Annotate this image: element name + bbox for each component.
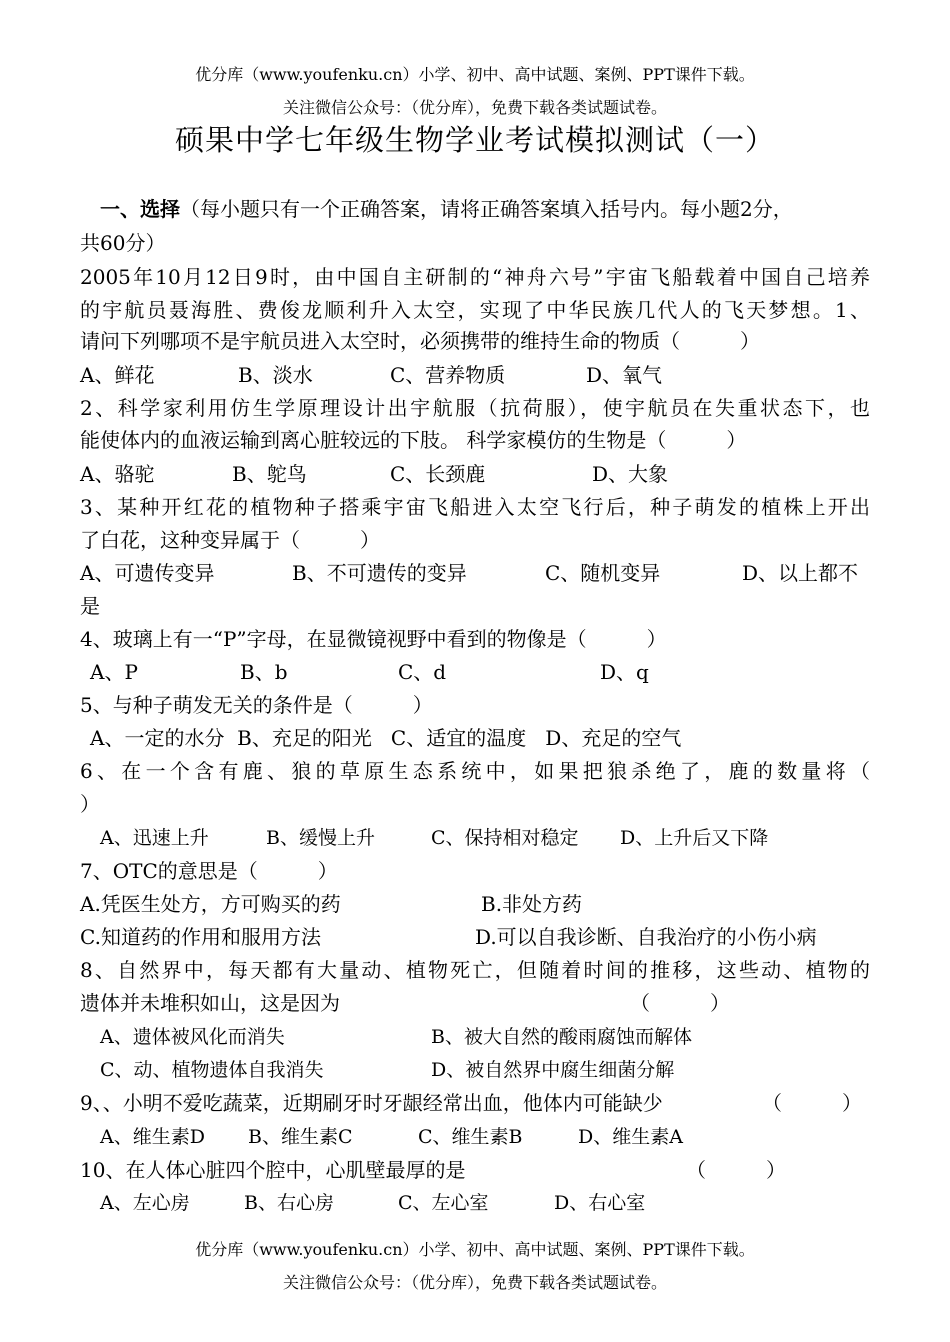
q10-option-c: C、左心室 <box>398 1192 489 1214</box>
q10-option-b: B、右心房 <box>244 1192 334 1214</box>
q5-text: 5、与种子萌发无关的条件是（ ） <box>80 693 433 717</box>
q1-option-a: A、鲜花 <box>80 363 155 387</box>
footer-line-2: 关注微信公众号：（优分库），免费下载各类试题试卷。 <box>282 1273 667 1292</box>
q2-option-d: D、大象 <box>592 462 669 486</box>
q2-option-c: C、长颈鹿 <box>390 462 486 486</box>
header-line-1: 优分库（www.youfenku.cn）小学、初中、高中试题、案例、PPT课件下载。 <box>195 65 755 84</box>
q3-option-d-wrap: 是 <box>80 594 100 618</box>
section-heading-line <box>100 196 793 222</box>
q3-text-1: 3、某种开红花的植物种子搭乘宇宙飞船进入太空飞行后，种子萌发的植株上开出 <box>80 495 870 519</box>
intro-line-2: 的宇航员聂海胜、费俊龙顺利升入太空，实现了中华民族几代人的飞天梦想。1、 <box>80 298 870 322</box>
footer-line-1: 优分库（www.youfenku.cn）小学、初中、高中试题、案例、PPT课件下载。 <box>195 1240 755 1259</box>
q7-text: 7、OTC的意思是（ ） <box>80 859 338 883</box>
q4-option-d: D、q <box>600 660 649 684</box>
q6-text-1: 6、在一个含有鹿、狼的草原生态系统中，如果把狼杀绝了，鹿的数量将（ <box>80 759 870 783</box>
q8-option-a: A、遗体被风化而消失 <box>100 1026 285 1048</box>
q8-text-1: 8、自然界中，每天都有大量动、植物死亡，但随着时间的推移，这些动、植物的 <box>80 958 870 982</box>
q2-text-1: 2、科学家利用仿生学原理设计出宇航服（抗荷服），使宇航员在失重状态下，也 <box>80 396 870 420</box>
q1-option-c: C、营养物质 <box>390 363 506 387</box>
q10-option-a: A、左心房 <box>100 1192 190 1214</box>
q4-text: 4、玻璃上有一“P”字母，在显微镜视野中看到的物像是（ ） <box>80 627 667 651</box>
q4-option-b: B、b <box>240 660 288 684</box>
q10-text: 10、在人体心脏四个腔中，心肌壁最厚的是 <box>80 1158 466 1182</box>
q3-text-2: 了白花，这种变异属于（ ） <box>80 528 380 552</box>
q9-option-b: B、维生素C <box>248 1126 353 1148</box>
q4-option-c: C、d <box>398 660 447 684</box>
header-line-2: 关注微信公众号：（优分库），免费下载各类试题试卷。 <box>282 98 667 117</box>
q8-answer-paren: （ ） <box>630 991 730 1015</box>
intro-line-1: 2005年10月12日9时，由中国自主研制的“神舟六号”宇宙飞船载着中国自己培养 <box>80 265 870 289</box>
q1-text: 请问下列哪项不是宇航员进入太空时，必须携带的维持生命的物质（ ） <box>80 329 760 353</box>
q9-text: 9、、小明不爱吃蔬菜，近期刷牙时牙龈经常出血，他体内可能缺少 <box>80 1091 663 1115</box>
page-title: 硕果中学七年级生物学业考试模拟测试（一） <box>174 123 775 157</box>
q6-text-2: ） <box>80 792 100 816</box>
q6-option-d: D、上升后又下降 <box>620 827 769 849</box>
section-instruction-2: 共60分） <box>80 231 166 255</box>
q9-option-d: D、维生素A <box>578 1126 683 1148</box>
q1-option-d: D、氧气 <box>586 363 663 387</box>
q8-option-d: D、被自然界中腐生细菌分解 <box>431 1059 675 1081</box>
q10-option-d: D、右心室 <box>554 1192 646 1214</box>
q6-option-b: B、缓慢上升 <box>266 827 375 849</box>
q6-option-a: A、迅速上升 <box>100 827 209 849</box>
q9-option-a: A、维生素D <box>100 1126 205 1148</box>
q8-text-2: 遗体并未堆积如山，这是因为 <box>80 991 340 1015</box>
q7-option-b: B.非处方药 <box>481 892 583 916</box>
q3-option-a: A、可遗传变异 <box>80 561 215 585</box>
q3-option-b: B、不可遗传的变异 <box>292 561 467 585</box>
q8-option-c: C、动、植物遗体自我消失 <box>100 1059 324 1081</box>
q2-option-a: A、骆驼 <box>80 462 155 486</box>
q7-option-a: A.凭医生处方，方可购买的药 <box>80 892 341 916</box>
section-instruction: （每小题只有一个正确答案，请将正确答案填入括号内。每小题2分， <box>180 197 793 221</box>
q3-option-c: C、随机变异 <box>545 561 661 585</box>
q2-option-b: B、鸵鸟 <box>232 462 307 486</box>
q5-options: A、一定的水分 B、充足的阳光 C、适宜的温度 D、充足的空气 <box>90 726 682 750</box>
q4-option-a: A、P <box>90 660 138 684</box>
q9-option-c: C、维生素B <box>418 1126 523 1148</box>
q7-option-d: D.可以自我诊断、自我治疗的小伤小病 <box>475 925 817 949</box>
section-heading: 一、选择 <box>100 197 180 221</box>
q3-option-d: D、以上都不 <box>742 561 859 585</box>
q6-option-c: C、保持相对稳定 <box>431 827 579 849</box>
q10-answer-paren: （ ） <box>686 1158 786 1182</box>
q8-option-b: B、被大自然的酸雨腐蚀而解体 <box>431 1026 692 1048</box>
q7-option-c: C.知道药的作用和服用方法 <box>80 925 321 949</box>
q1-option-b: B、淡水 <box>238 363 313 387</box>
q9-answer-paren: （ ） <box>762 1091 862 1115</box>
q2-text-2: 能使体内的血液运输到离心脏较远的下肢。 科学家模仿的生物是（ ） <box>80 428 747 452</box>
